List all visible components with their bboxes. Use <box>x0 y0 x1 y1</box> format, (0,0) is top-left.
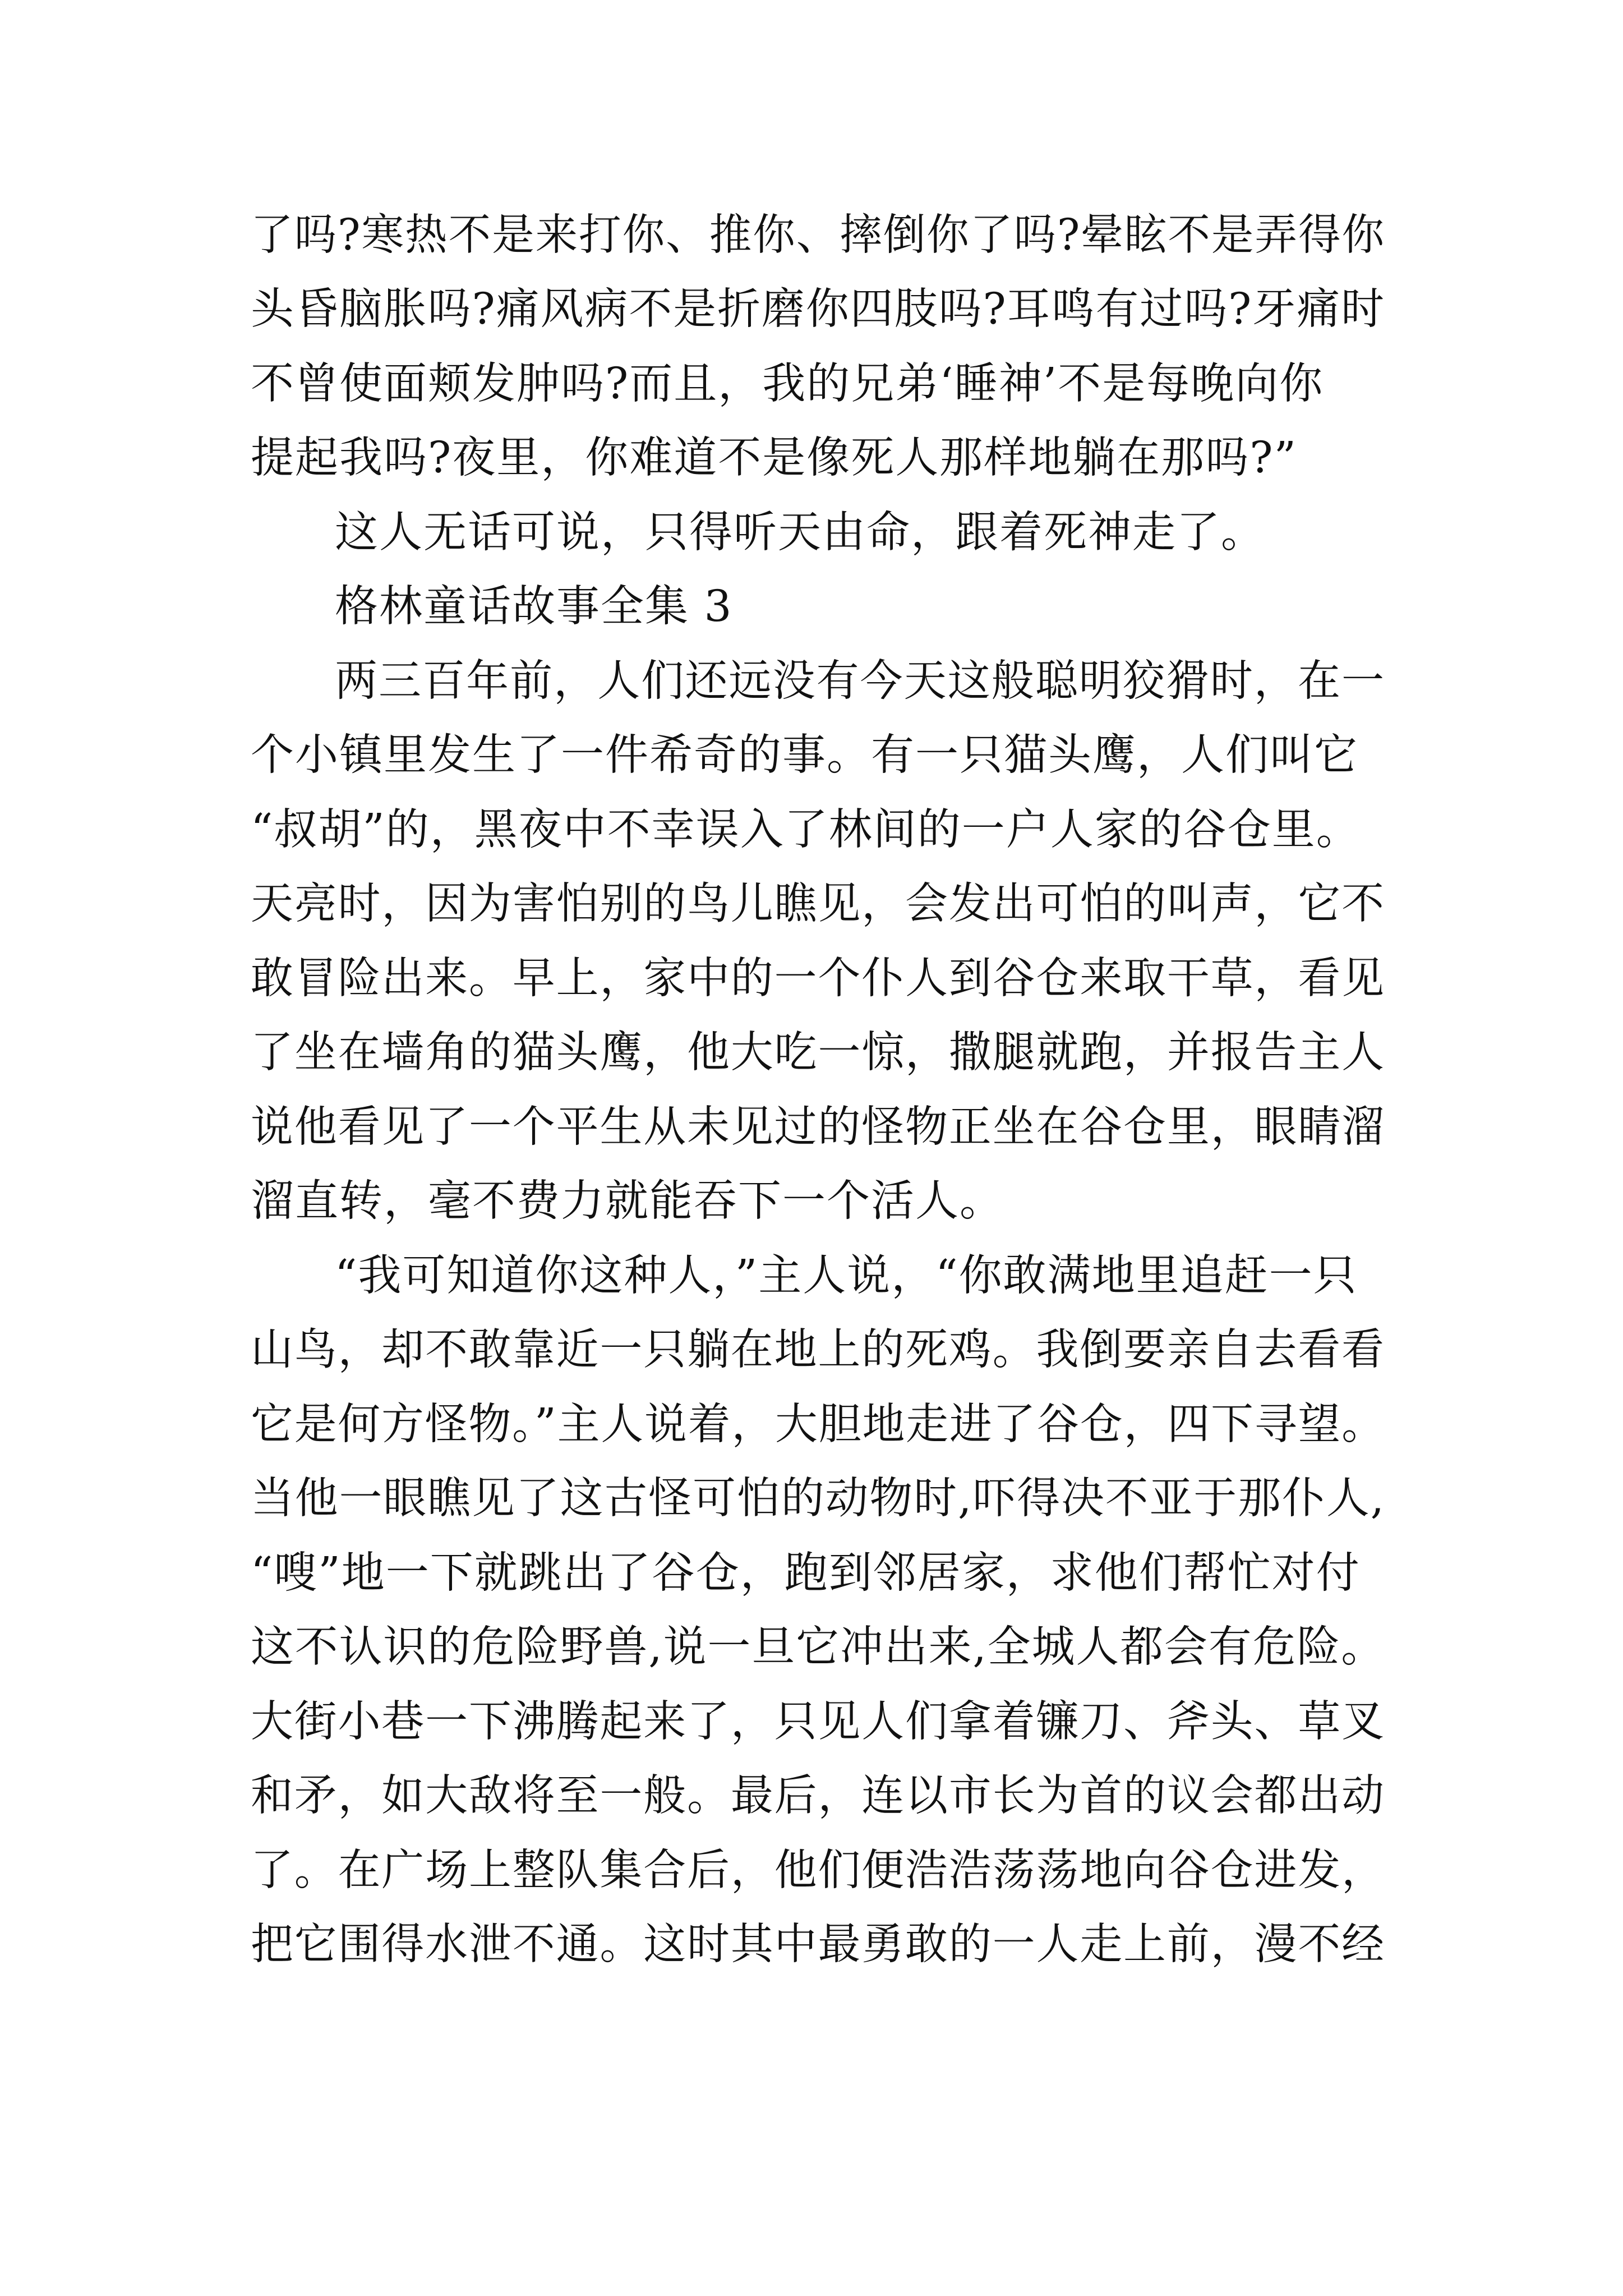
text-line: “叔胡”的，黑夜中不幸误入了林间的一户人家的谷仓里。 <box>251 805 1361 855</box>
text-line: 这人无话可说，只得听天由命，跟着死神走了。 <box>335 508 1265 558</box>
text-line: 说他看见了一个平生从未见过的怪物正坐在谷仓里，眼睛溜 <box>251 1102 1385 1152</box>
text-line: 不曾使面颊发肿吗?而且，我的兄弟‘睡神’不是每晚向你 <box>251 359 1324 409</box>
text-line: 两三百年前，人们还远没有今天这般聪明狡猾时，在一 <box>335 656 1386 706</box>
section-heading: 格林童话故事全集 3 <box>335 582 733 632</box>
text-line: 头昏脑胀吗?痛风病不是折磨你四肢吗?耳鸣有过吗?牙痛时 <box>251 284 1386 334</box>
text-line: “我可知道你这种人，”主人说，“你敢满地里追赶一只 <box>335 1251 1358 1301</box>
text-line: 天亮时，因为害怕别的鸟儿瞧见，会发出可怕的叫声，它不 <box>251 879 1385 929</box>
text-line: 大街小巷一下沸腾起来了，只见人们拿着镰刀、斧头、草叉 <box>251 1697 1385 1747</box>
text-line: 和矛，如大敌将至一般。最后，连以市长为首的议会都出动 <box>251 1771 1385 1821</box>
text-line: 当他一眼瞧见了这古怪可怕的动物时,吓得决不亚于那仆人, <box>251 1474 1386 1524</box>
text-line: “嗖”地一下就跳出了谷仓，跑到邻居家，求他们帮忙对付 <box>251 1548 1361 1598</box>
text-line: 山鸟，却不敢靠近一只躺在地上的死鸡。我倒要亲自去看看 <box>251 1325 1385 1375</box>
text-line: 这不认识的危险野兽,说一旦它冲出来,全城人都会有危险。 <box>251 1622 1386 1672</box>
text-line: 把它围得水泄不通。这时其中最勇敢的一人走上前，漫不经 <box>251 1920 1385 1970</box>
text-line: 了。在广场上整队集合后，他们便浩浩荡荡地向谷仓进发， <box>251 1846 1385 1895</box>
text-line: 提起我吗?夜里，你难道不是像死人那样地躺在那吗?” <box>251 433 1297 483</box>
text-line: 个小镇里发生了一件希奇的事。有一只猫头鹰，人们叫它 <box>251 730 1358 780</box>
text-line: 了坐在墙角的猫头鹰，他大吃一惊，撒腿就跑，并报告主人 <box>251 1028 1385 1078</box>
text-line: 溜直转，毫不费力就能吞下一个活人。 <box>251 1176 1004 1226</box>
text-line: 它是何方怪物。”主人说着，大胆地走进了谷仓，四下寻望。 <box>251 1400 1385 1450</box>
text-line: 了吗?寒热不是来打你、推你、摔倒你了吗?晕眩不是弄得你 <box>251 210 1386 260</box>
text-line: 敢冒险出来。早上，家中的一个仆人到谷仓来取干草，看见 <box>251 954 1385 1004</box>
